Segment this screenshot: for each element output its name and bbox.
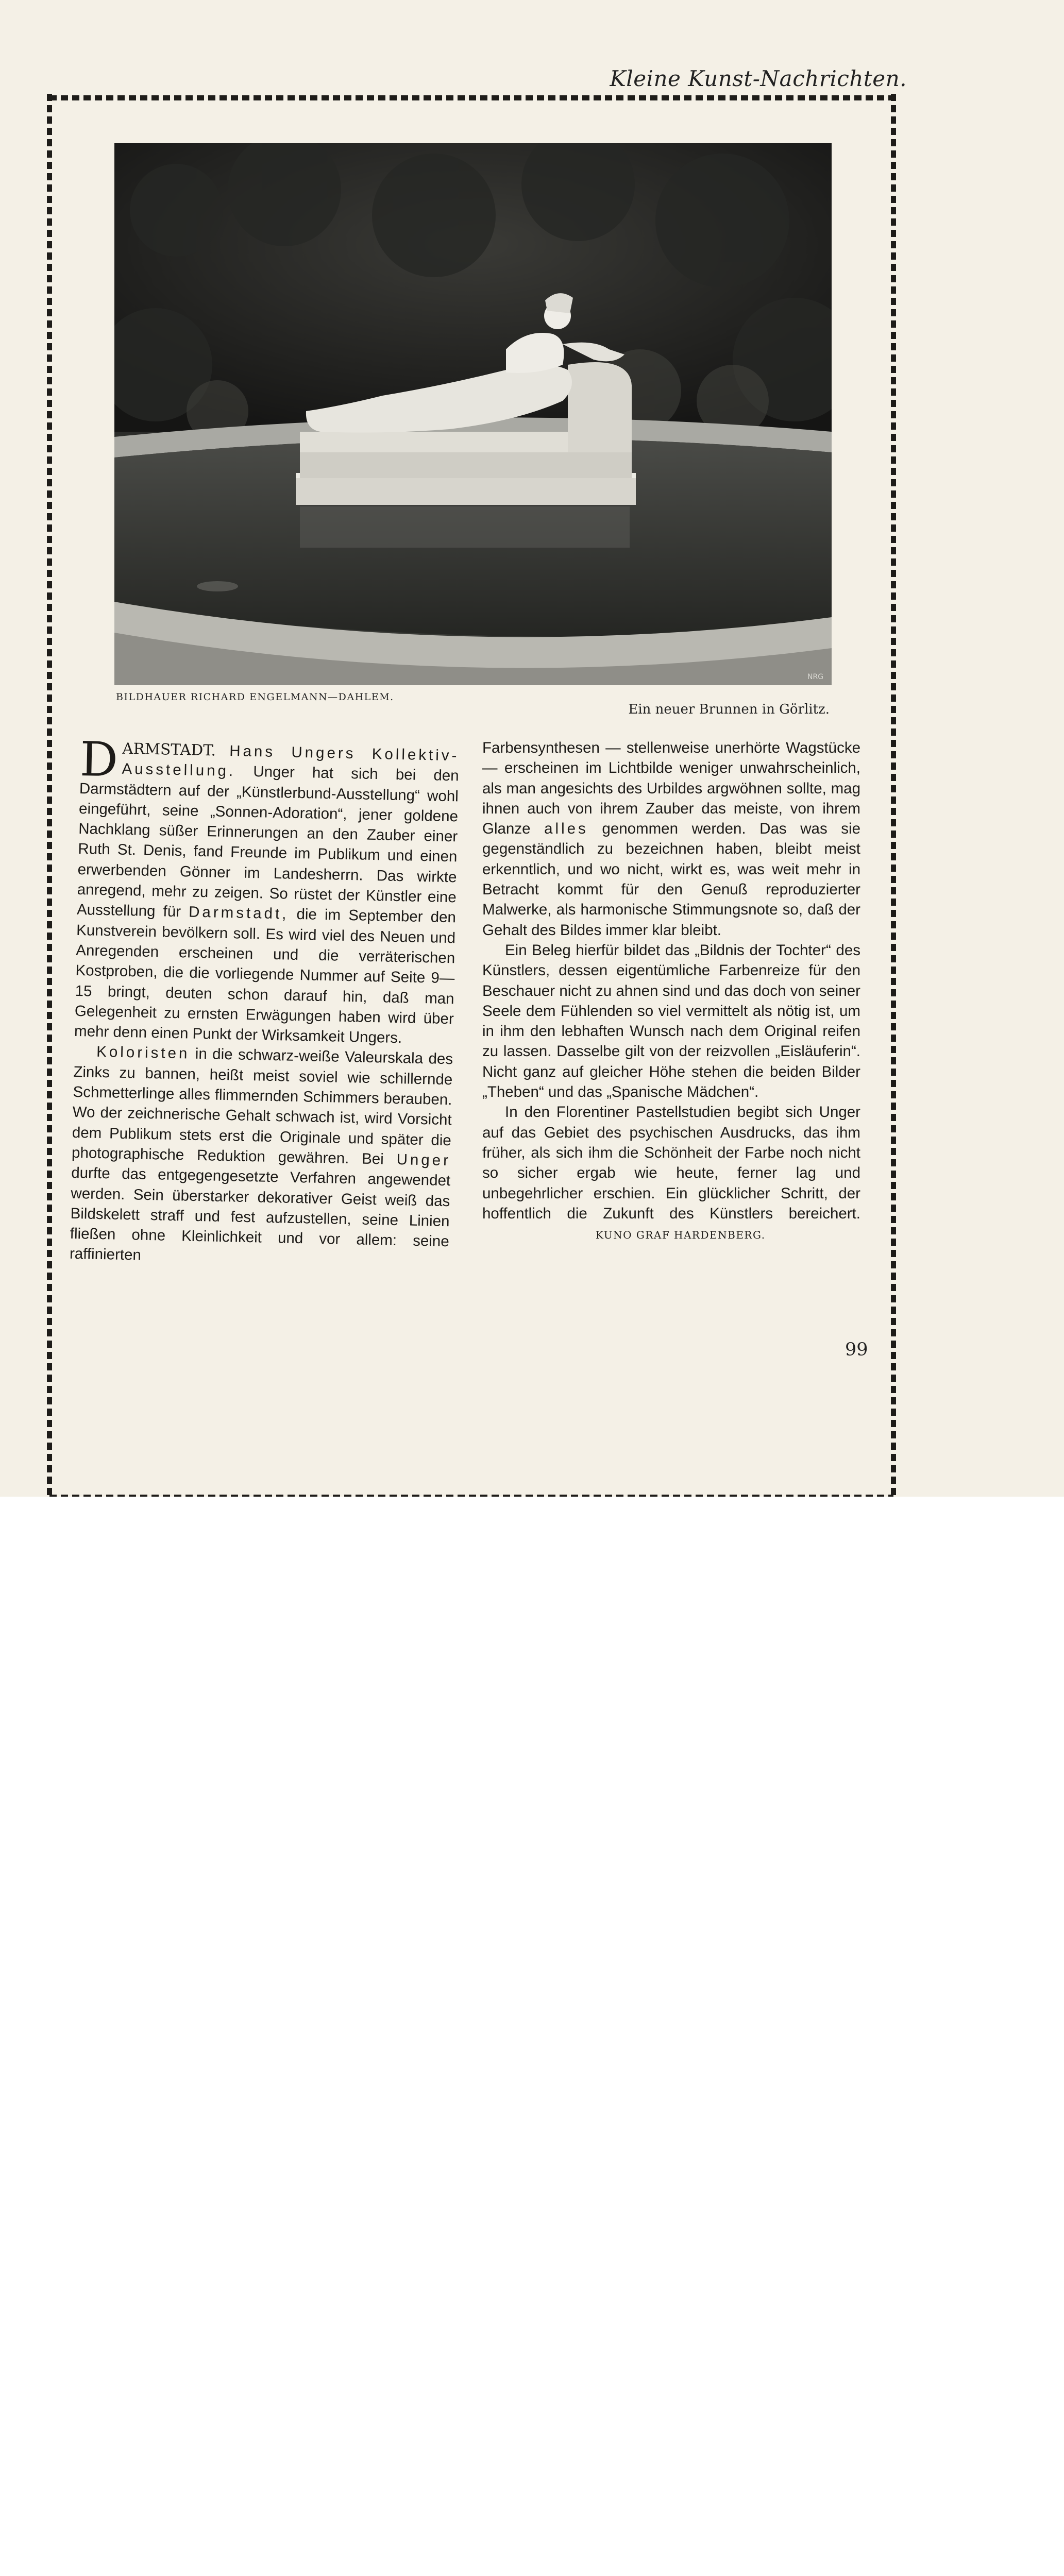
figure-caption-title: Ein neuer Brunnen in Görlitz. bbox=[628, 702, 830, 717]
article-paragraph-2-end: durfte das entgegengesetzte Verfahren angewendet werden. Sein überstarker dekorativer Geist weiß das Bildskelett straff und fest aufzustellen, seine Linien fließen ohne Kleinlichkeit und vor allem: seine raffinierten bbox=[69, 1164, 451, 1264]
decorative-border-top bbox=[49, 94, 893, 102]
digitization-footer bbox=[0, 1497, 1064, 1574]
fountain-sculpture-image bbox=[114, 143, 832, 685]
article-heading: Hans Ungers Kollektiv-Ausstellung. bbox=[122, 742, 460, 780]
article-paragraph-4: Ein Beleg hierfür bildet das „Bildnis der Tochter“ des Künstlers, dessen eigentümliche Farbenreize für den Beschauer nicht zu ahnen sind und das doch von seiner Seele dem Fühlenden so viel vermittelt als nötig ist, um in ihm den lebhaften Wunsch nach dem Original reifen zu lassen. Dasselbe gilt von der reizvollen „Eisläuferin“. Nicht ganz auf gleicher Höhe stehen die beiden Bilder „Theben“ und das „Spanische Mädchen“. bbox=[482, 941, 860, 1101]
author-signature: KUNO GRAF HARDENBERG. bbox=[596, 1229, 766, 1242]
dropcap-letter: D bbox=[79, 732, 119, 788]
article-city: ARMSTADT. bbox=[122, 739, 216, 759]
emphasis-unger: Unger bbox=[396, 1150, 451, 1170]
article-paragraph-1-end: die im September den Kunstverein bevölkern soll. Es wird viel des Neuen und Anregenden erscheinen und die verräterischen Kostproben, die die vorliegende Nummer auf Seite 9—15 bringt, deuten schon darauf hin, daß man Gelegenheit zu ernsten Erwägungen haben wird über mehr denn einen Punkt der Wirksamkeit Ungers. bbox=[74, 906, 457, 1047]
article-column-left bbox=[69, 732, 460, 1272]
emphasis-koloristen: Koloristen bbox=[96, 1043, 190, 1063]
page-number: 99 bbox=[845, 1340, 868, 1360]
article-paragraph-5: In den Florentiner Pastellstudien begibt sich Unger auf das Gebiet des psychischen Ausdrucks, das ihm früher, als sich ihm die Schönheit der Farbe noch nicht so sicher ergab wie heute, ferner lag und unbegehrlicher erschien. Ein glücklicher Schritt, der hoffentlich die Zukunft des Künstlers bereichert. bbox=[482, 1104, 860, 1222]
decorative-border-right bbox=[889, 94, 898, 1501]
photo-signature-mark: NRG bbox=[807, 673, 824, 681]
emphasis-darmstadt: Darmstadt, bbox=[188, 903, 289, 923]
article-paragraph-3: Farbensynthesen — stellenweise unerhörte Wagstücke — erscheinen im Lichtbilde weniger unwahrscheinlich, als man angesichts des Urbildes argwöhnen sollte, mag ihnen auch von ihrem Zauber das meiste, von ihrem Glanze bbox=[482, 739, 860, 838]
article-paragraph-3-end: genommen werden. Das was sie gegenständlich zu bezeichnen haben, bleibt meist erkenntlich, und wo nicht, wirkt es, was weit mehr in Betracht kommt für den Genuß reproduzierter Malwerke, als harmonische Stimmungsnote so, daß der Gehalt des Bildes immer klar bleibt. bbox=[482, 820, 861, 939]
figure-caption-sculptor: BILDHAUER RICHARD ENGELMANN—DAHLEM. bbox=[116, 691, 394, 703]
article-paragraph-1: Unger hat sich bei den Darmstädtern auf der „Künstlerbund-Ausstellung“ wohl eingeführt, seine „Sonnen-Adoration“, jener goldene Nachklang süßer Erinnerungen an den Zauber einer Ruth St. Denis, fand Freunde im Publikum und einen erwerbenden Gönner im Landesherrn. Das wirkte anregend, mehr zu zeigen. So rüstet der Künstler eine Ausstellung für bbox=[76, 763, 459, 921]
emphasis-alles: alles bbox=[544, 820, 588, 838]
decorative-border-left bbox=[45, 94, 54, 1501]
running-head: Kleine Kunst-Nachrichten. bbox=[610, 66, 907, 91]
article-column-right bbox=[482, 738, 860, 1245]
fountain-photograph bbox=[114, 143, 832, 685]
article-paragraph-2: in die schwarz-weiße Valeurskala des Zinks zu bannen, heißt meist soviel wie schillernde Schmetterlinge alles flimmernden Schimmers berauben. Wo der zeichnerische Gehalt schwach ist, wird Vorsicht dem Publikum stets erst die Originale und später die photographische Reduktion gewähren. Bei bbox=[71, 1045, 453, 1168]
